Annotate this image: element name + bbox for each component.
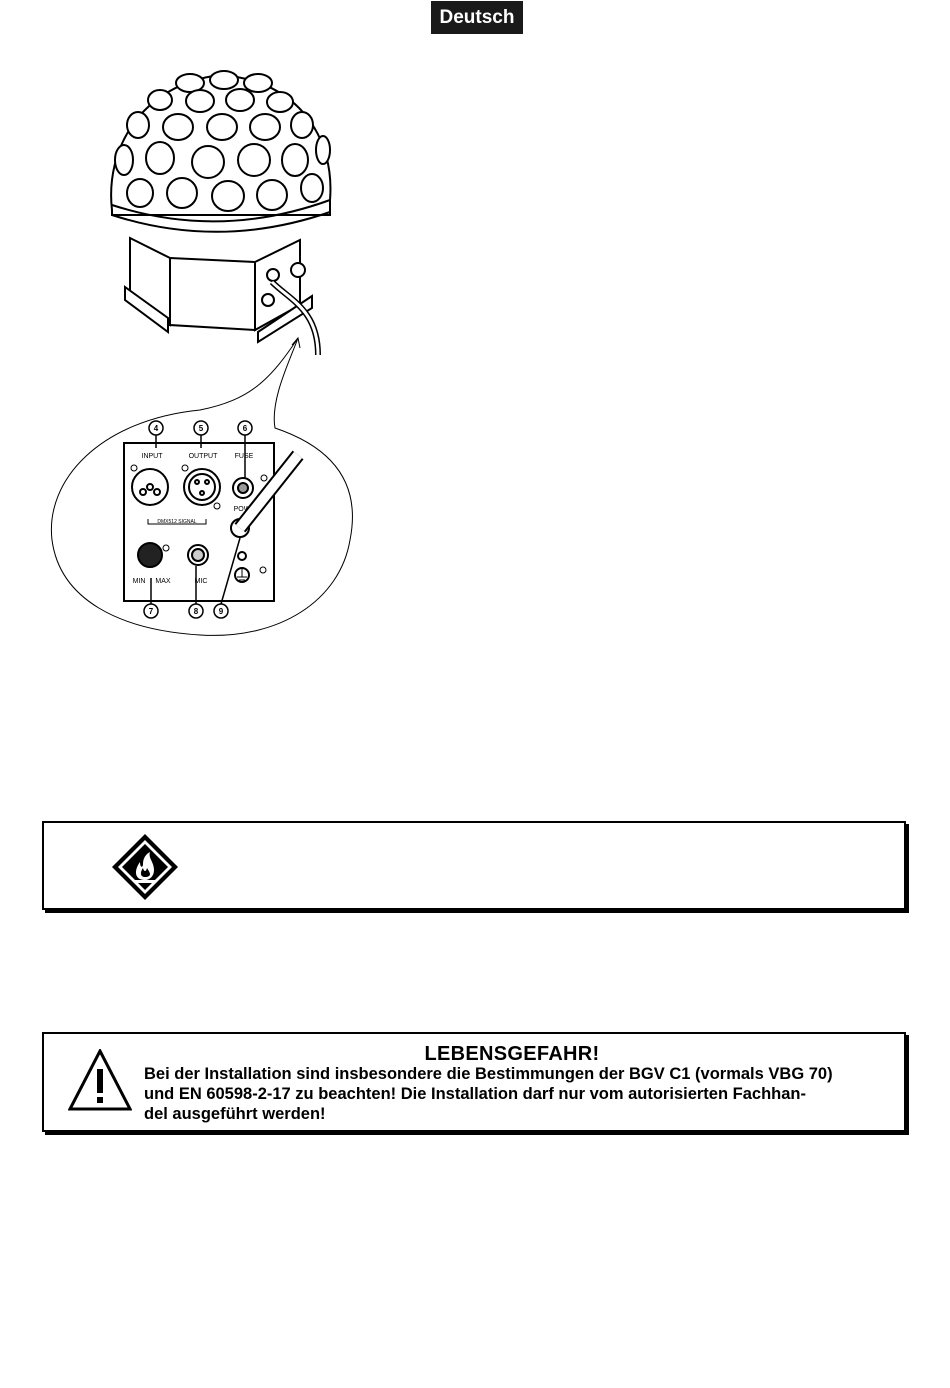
language-tab: Deutsch [431, 1, 523, 34]
callout-4: 4 [153, 424, 159, 433]
label-output: OUTPUT [188, 453, 218, 460]
callout-6: 6 [242, 424, 248, 433]
label-power: POW [233, 506, 251, 513]
device-illustration [40, 60, 370, 645]
callout-7: 7 [148, 607, 154, 616]
device-base [125, 238, 318, 355]
danger-title: LEBENSGEFAHR! [424, 1043, 600, 1065]
label-mic: MIC [194, 578, 208, 585]
callout-8: 8 [193, 607, 199, 616]
danger-text-line: del ausgeführt werden! [144, 1105, 326, 1123]
connector-panel [124, 421, 298, 618]
label-max: MAX [155, 578, 171, 585]
danger-text-line: Bei der Installation sind insbesondere die Bestimmungen der BGV C1 (vormals VBG 70) [144, 1065, 833, 1083]
flammable-material-warning-icon [110, 832, 180, 902]
ground-screw [238, 552, 246, 560]
callout-9: 9 [218, 607, 224, 616]
danger-warning-box [42, 1032, 906, 1132]
label-fuse: FUSE [234, 453, 254, 460]
label-dmx: DMX512 SIGNAL [157, 519, 197, 525]
danger-text-line: und EN 60598-2-17 zu beachten! Die Installation darf nur vom autorisierten Fachhan- [144, 1085, 806, 1103]
callout-5: 5 [198, 424, 204, 433]
danger-text [144, 1064, 889, 1124]
warning-triangle-icon [68, 1049, 132, 1111]
flammable-warning-box [42, 821, 906, 910]
label-input: INPUT [141, 453, 163, 460]
label-min: MIN [132, 578, 146, 585]
volume-knob [138, 543, 162, 567]
